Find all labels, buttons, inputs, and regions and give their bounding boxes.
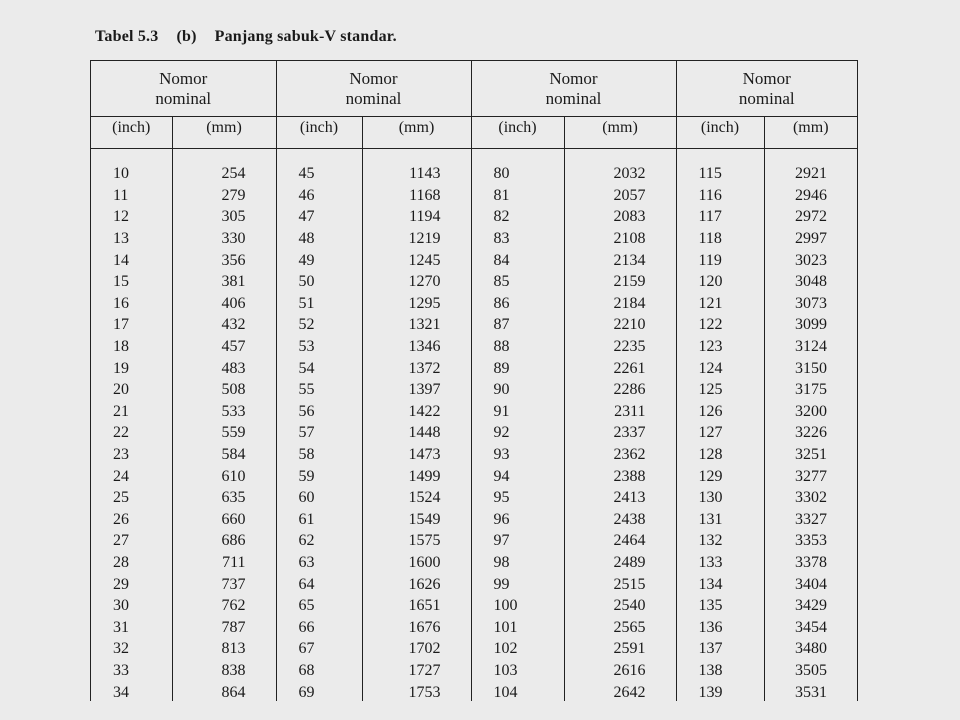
cell-inch: 61 [276,509,362,531]
cell-inch: 124 [676,357,764,379]
cell-inch: 95 [471,487,564,509]
cell-mm: 813 [172,638,276,660]
cell-inch: 123 [676,336,764,358]
cell-inch: 16 [91,293,172,315]
cell-mm: 584 [172,444,276,466]
col-header-inch: (inch) [676,117,764,149]
cell-inch: 17 [91,314,172,336]
cell-inch: 13 [91,228,172,250]
cell-mm: 1194 [362,206,471,228]
cell-inch: 128 [676,444,764,466]
table-row [91,552,857,574]
cell-inch: 25 [91,487,172,509]
cell-mm: 1524 [362,487,471,509]
table-row [91,422,857,444]
cell-mm: 3327 [795,510,827,528]
cell-mm: 711 [172,552,276,574]
cell-mm: 3378 [795,553,827,571]
table-row [91,379,857,401]
cell-inch: 32 [91,638,172,660]
cell-inch: 65 [276,595,362,617]
cell-inch: 102 [471,638,564,660]
cell-mm: 1626 [362,573,471,595]
cell-inch: 29 [91,573,172,595]
cell-mm: 1143 [362,163,471,185]
table-row [91,573,857,595]
cell-mm: 3124 [795,338,827,356]
col-header-inch: (inch) [91,117,172,149]
cell-inch: 31 [91,616,172,638]
cell-inch: 132 [676,530,764,552]
cell-mm: 1245 [362,249,471,271]
table-title: Panjang sabuk-V standar. [214,28,397,45]
cell-mm: 2565 [564,616,676,638]
cell-mm: 2388 [564,465,676,487]
cell-inch: 58 [276,444,362,466]
cell-inch: 91 [471,401,564,423]
cell-inch: 23 [91,444,172,466]
cell-inch: 85 [471,271,564,293]
cell-mm: 1397 [362,379,471,401]
cell-inch: 63 [276,552,362,574]
cell-mm: 3454 [795,618,827,636]
cell-mm: 457 [172,336,276,358]
cell-mm: 2057 [564,185,676,207]
cell-mm: 2489 [564,552,676,574]
cell-inch: 130 [676,487,764,509]
cell-mm: 1753 [362,681,471,701]
cell-inch: 137 [676,638,764,660]
cell-mm: 2972 [795,208,827,226]
cell-mm: 1499 [362,465,471,487]
cell-mm: 3353 [795,532,827,550]
cell-mm: 330 [172,228,276,250]
cell-mm: 2032 [564,163,676,185]
cell-mm: 1422 [362,401,471,423]
table-row [91,185,857,207]
group-header: Nomor nominal [91,61,276,117]
cell-inch: 81 [471,185,564,207]
group-header: Nomor nominal [276,61,471,117]
spacer-row [91,149,857,164]
cell-mm: 1295 [362,293,471,315]
cell-mm: 3175 [795,381,827,399]
table-number: Tabel 5.3 [95,28,159,45]
cell-inch: 133 [676,552,764,574]
cell-mm: 635 [172,487,276,509]
cell-inch: 101 [471,616,564,638]
cell-mm: 2311 [564,401,676,423]
cell-mm: 1168 [362,185,471,207]
table-subpart: (b) [176,28,197,45]
cell-mm: 2515 [564,573,676,595]
cell-inch: 135 [676,595,764,617]
cell-inch: 33 [91,660,172,682]
table-row [91,314,857,336]
col-header-mm: (mm) [362,117,471,149]
cell-inch: 87 [471,314,564,336]
cell-inch: 62 [276,530,362,552]
cell-mm: 483 [172,357,276,379]
cell-inch: 34 [91,681,172,701]
cell-inch: 127 [676,422,764,444]
table-row [91,249,857,271]
cell-mm: 864 [172,681,276,701]
cell-mm: 2235 [564,336,676,358]
cell-mm: 3531 [795,683,827,701]
cell-inch: 20 [91,379,172,401]
cell-mm: 2134 [564,249,676,271]
cell-mm: 2337 [564,422,676,444]
cell-mm: 3073 [795,294,827,312]
cell-inch: 139 [676,681,764,701]
cell-inch: 88 [471,336,564,358]
cell-inch: 83 [471,228,564,250]
cell-mm: 1549 [362,509,471,531]
cell-inch: 54 [276,357,362,379]
cell-mm: 3023 [795,251,827,269]
cell-mm: 3099 [795,316,827,334]
cell-mm: 406 [172,293,276,315]
cell-mm: 1448 [362,422,471,444]
cell-inch: 115 [676,163,764,185]
cell-inch: 12 [91,206,172,228]
cell-mm: 3226 [795,424,827,442]
cell-mm: 2159 [564,271,676,293]
cell-inch: 97 [471,530,564,552]
cell-mm: 660 [172,509,276,531]
table-row [91,444,857,466]
cell-inch: 120 [676,271,764,293]
table-row [91,401,857,423]
table-row [91,660,857,682]
group-header-row [91,61,857,117]
cell-inch: 47 [276,206,362,228]
cell-mm: 610 [172,465,276,487]
cell-mm: 3048 [795,273,827,291]
table-row [91,509,857,531]
cell-inch: 126 [676,401,764,423]
cell-mm: 1321 [362,314,471,336]
cell-inch: 116 [676,185,764,207]
table-body [91,149,857,702]
table-row [91,530,857,552]
col-header-mm: (mm) [172,117,276,149]
table-row [91,638,857,660]
cell-inch: 136 [676,616,764,638]
table-row [91,336,857,358]
cell-mm: 3200 [795,402,827,420]
cell-inch: 119 [676,249,764,271]
cell-mm: 2591 [564,638,676,660]
cell-mm: 2108 [564,228,676,250]
table-row [91,616,857,638]
cell-inch: 69 [276,681,362,701]
cell-mm: 3302 [795,489,827,507]
cell-inch: 22 [91,422,172,444]
cell-mm: 1727 [362,660,471,682]
cell-inch: 117 [676,206,764,228]
cell-inch: 60 [276,487,362,509]
cell-mm: 508 [172,379,276,401]
cell-inch: 53 [276,336,362,358]
cell-inch: 59 [276,465,362,487]
table-row [91,595,857,617]
cell-inch: 50 [276,271,362,293]
col-header-inch: (inch) [276,117,362,149]
cell-inch: 90 [471,379,564,401]
cell-inch: 103 [471,660,564,682]
cell-mm: 356 [172,249,276,271]
cell-mm: 3429 [795,597,827,615]
cell-inch: 122 [676,314,764,336]
cell-inch: 64 [276,573,362,595]
cell-inch: 82 [471,206,564,228]
table-row [91,228,857,250]
cell-inch: 118 [676,228,764,250]
cell-inch: 11 [91,185,172,207]
cell-inch: 92 [471,422,564,444]
cell-inch: 49 [276,249,362,271]
cell-inch: 10 [91,163,172,185]
cell-mm: 2921 [795,165,827,183]
col-header-mm: (mm) [564,117,676,149]
table-caption [95,28,397,46]
cell-mm: 3505 [795,661,827,679]
unit-header-row [91,117,857,149]
cell-inch: 89 [471,357,564,379]
cell-mm: 1346 [362,336,471,358]
table-row [91,163,857,185]
cell-mm: 1372 [362,357,471,379]
table-row [91,465,857,487]
cell-mm: 254 [172,163,276,185]
cell-inch: 68 [276,660,362,682]
cell-inch: 46 [276,185,362,207]
cell-inch: 56 [276,401,362,423]
table-row [91,271,857,293]
cell-inch: 131 [676,509,764,531]
table-frame [90,60,858,701]
cell-inch: 86 [471,293,564,315]
cell-mm: 762 [172,595,276,617]
cell-mm: 2261 [564,357,676,379]
cell-inch: 99 [471,573,564,595]
table-row [91,357,857,379]
cell-mm: 381 [172,271,276,293]
cell-mm: 2083 [564,206,676,228]
cell-mm: 1600 [362,552,471,574]
cell-mm: 1219 [362,228,471,250]
table-row [91,206,857,228]
cell-mm: 432 [172,314,276,336]
cell-mm: 2540 [564,595,676,617]
cell-mm: 3404 [795,575,827,593]
cell-mm: 2642 [564,681,676,701]
cell-mm: 737 [172,573,276,595]
table-row [91,293,857,315]
cell-mm: 2464 [564,530,676,552]
cell-mm: 1575 [362,530,471,552]
cell-inch: 14 [91,249,172,271]
cell-inch: 80 [471,163,564,185]
cell-mm: 1473 [362,444,471,466]
cell-mm: 686 [172,530,276,552]
cell-inch: 51 [276,293,362,315]
cell-mm: 1702 [362,638,471,660]
cell-mm: 3150 [795,359,827,377]
cell-mm: 3251 [795,446,827,464]
cell-inch: 18 [91,336,172,358]
table-row [91,681,857,701]
cell-mm: 838 [172,660,276,682]
group-header: Nomor nominal [471,61,676,117]
cell-mm: 1676 [362,616,471,638]
cell-inch: 98 [471,552,564,574]
cell-mm: 2946 [795,186,827,204]
cell-inch: 55 [276,379,362,401]
cell-mm: 1270 [362,271,471,293]
cell-inch: 121 [676,293,764,315]
vbelt-length-table [91,61,858,701]
cell-inch: 93 [471,444,564,466]
group-header: Nomor nominal [676,61,857,117]
cell-inch: 67 [276,638,362,660]
cell-inch: 52 [276,314,362,336]
cell-inch: 138 [676,660,764,682]
cell-mm: 279 [172,185,276,207]
cell-inch: 104 [471,681,564,701]
cell-mm: 1651 [362,595,471,617]
cell-mm: 2997 [795,230,827,248]
cell-inch: 45 [276,163,362,185]
col-header-inch: (inch) [471,117,564,149]
cell-mm: 2362 [564,444,676,466]
cell-mm: 787 [172,616,276,638]
cell-mm: 2286 [564,379,676,401]
cell-inch: 134 [676,573,764,595]
cell-mm: 533 [172,401,276,423]
col-header-mm: (mm) [764,117,857,149]
cell-mm: 305 [172,206,276,228]
cell-mm: 2438 [564,509,676,531]
cell-inch: 30 [91,595,172,617]
cell-inch: 21 [91,401,172,423]
cell-mm: 2413 [564,487,676,509]
cell-inch: 19 [91,357,172,379]
cell-inch: 15 [91,271,172,293]
table-row [91,487,857,509]
cell-inch: 26 [91,509,172,531]
cell-inch: 94 [471,465,564,487]
cell-inch: 100 [471,595,564,617]
cell-inch: 125 [676,379,764,401]
cell-mm: 2184 [564,293,676,315]
cell-mm: 3277 [795,467,827,485]
cell-mm: 2210 [564,314,676,336]
cell-inch: 96 [471,509,564,531]
cell-inch: 24 [91,465,172,487]
cell-mm: 2616 [564,660,676,682]
cell-inch: 27 [91,530,172,552]
cell-inch: 48 [276,228,362,250]
cell-mm: 559 [172,422,276,444]
cell-inch: 28 [91,552,172,574]
cell-mm: 3480 [795,640,827,658]
cell-inch: 57 [276,422,362,444]
cell-inch: 129 [676,465,764,487]
cell-inch: 84 [471,249,564,271]
cell-inch: 66 [276,616,362,638]
